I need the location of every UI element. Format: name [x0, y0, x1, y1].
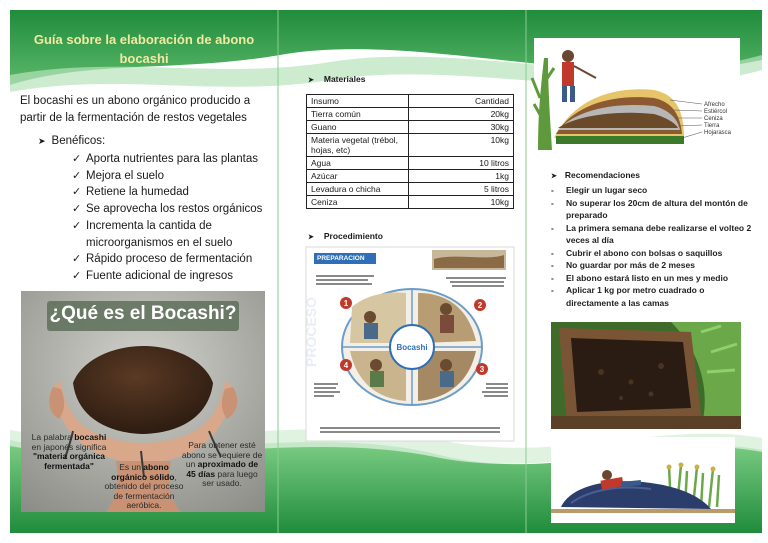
layer-label: Tierra — [704, 123, 720, 129]
step-number: 1 — [343, 299, 349, 308]
preparation-label: PREPARACION — [314, 253, 376, 264]
benefits-heading — [38, 135, 105, 147]
recommendations-heading — [551, 170, 640, 180]
caption-meaning: La palabra bocashi en japonés significa "materia orgánica fermentada" — [31, 432, 107, 471]
table-row: Guano 30kg — [307, 121, 514, 134]
benefit-item: ✓ Retiene la humedad — [72, 184, 277, 201]
benefit-item: ✓ Rápido proceso de fermentación — [72, 251, 277, 268]
compost-covered-with-sack-drawing — [551, 437, 735, 523]
recommendation-item: - No superar los 20cm de altura del montón de preparado — [551, 197, 748, 220]
benefits-list — [72, 151, 277, 285]
checkmark-icon: ✓ — [72, 219, 82, 232]
dash-bullet: - — [551, 185, 554, 195]
recommendation-item: - El abono estará listo en un mes y medio — [551, 272, 729, 283]
procedure-heading-label: Procedimiento — [323, 231, 383, 241]
covered-compost-illustration — [551, 437, 735, 523]
layer-label: Ceniza — [704, 116, 723, 122]
dash-bullet: - — [551, 285, 554, 295]
procedure-diagram — [303, 247, 514, 441]
layer-label: Estiércol — [704, 109, 728, 115]
arrow-icon: ➤ — [308, 77, 314, 84]
layered-compost-pile-drawing — [534, 38, 740, 156]
checkmark-icon: ✓ — [72, 169, 82, 182]
what-is-bocashi-heading: ¿Qué es el Bocashi? — [49, 303, 237, 324]
bocashi-hands-photo — [21, 291, 265, 512]
table-header-row — [307, 95, 514, 108]
recommendation-item: - Aplicar 1 kg por metro cuadrado o directamente a las camas — [551, 285, 705, 308]
table-row: Azúcar 1kg — [307, 170, 514, 183]
dash-bullet: - — [551, 260, 554, 270]
wooden-compost-box-drawing — [551, 322, 741, 429]
compost-layers-illustration — [534, 38, 740, 156]
dash-bullet: - — [551, 197, 554, 208]
arrow-icon: ➤ — [38, 136, 46, 146]
benefit-item: ✓ Fuente adicional de ingresos — [72, 268, 277, 285]
dash-bullet: - — [551, 222, 554, 233]
benefit-item: ✓ Incrementa la cantida de microorganismos en el suelo — [72, 219, 233, 249]
arrow-icon: ➤ — [551, 173, 557, 180]
table-row: Tierra común 20kg — [307, 108, 514, 121]
procedure-heading — [308, 231, 383, 241]
checkmark-icon: ✓ — [72, 253, 82, 266]
benefit-item: ✓ Aporta nutrientes para las plantas — [72, 151, 277, 168]
preparation-cycle-illustration — [303, 247, 514, 441]
dash-bullet: - — [551, 247, 554, 258]
table-row: Materia vegetal (trébol, hojas, etc) 10kg — [307, 134, 514, 157]
table-header-cell: Insumo — [307, 95, 409, 108]
compost-bin-photo — [551, 322, 741, 429]
step-number: 3 — [479, 365, 485, 374]
arrow-icon: ➤ — [308, 234, 314, 241]
intro-text: El bocashi es un abono orgánico producido a partir de la fermentación de restos vegetales — [20, 95, 251, 124]
guide-title: Guía sobre la elaboración de abono bocashi — [33, 32, 255, 66]
recommendation-item: - La primera semana debe realizarse el volteo 2 veces al día — [551, 222, 752, 245]
dash-bullet: - — [551, 272, 554, 283]
materials-table — [306, 94, 514, 209]
checkmark-icon: ✓ — [72, 153, 82, 165]
layer-label: Hojarasca — [704, 130, 732, 136]
table-row: Ceniza 10kg — [307, 196, 514, 209]
recommendation-item: - Elegir un lugar seco — [551, 185, 648, 195]
benefit-item: ✓ Se aprovecha los restos orgánicos — [72, 201, 277, 218]
caption-solid-abono: Es un abono orgánico sólido, obtenido del proceso de fermentación aeróbica. — [104, 462, 184, 510]
materials-heading — [308, 74, 365, 84]
table-header-cell: Cantidad — [409, 95, 514, 108]
recommendations-list — [551, 184, 756, 309]
materials-heading-label: Materiales — [323, 74, 366, 84]
step-number: 4 — [343, 361, 349, 370]
recommendation-item: - No guardar por más de 2 meses — [551, 260, 695, 270]
benefit-item: ✓ Mejora el suelo — [72, 168, 277, 185]
side-word-text: PROCESO — [303, 296, 319, 367]
benefits-heading-label: Benéficos: — [51, 135, 106, 147]
step-number: 2 — [477, 301, 483, 310]
checkmark-icon: ✓ — [72, 186, 82, 199]
bocashi-center-label: Bocashi — [396, 343, 428, 352]
table-row: Agua 10 litros — [307, 157, 514, 170]
checkmark-icon: ✓ — [72, 269, 82, 282]
table-row: Levadura o chicha 5 litros — [307, 183, 514, 196]
layer-label: Afrecho — [704, 102, 725, 108]
caption-45-days: Para obtener esté abono se requiere de un aproximado de 45 días para luego ser usado. — [181, 440, 263, 488]
recommendations-heading-label: Recomendaciones — [564, 170, 640, 180]
recommendation-item: - Cubrir el abono con bolsas o saquillos — [551, 247, 723, 258]
checkmark-icon: ✓ — [72, 203, 82, 216]
